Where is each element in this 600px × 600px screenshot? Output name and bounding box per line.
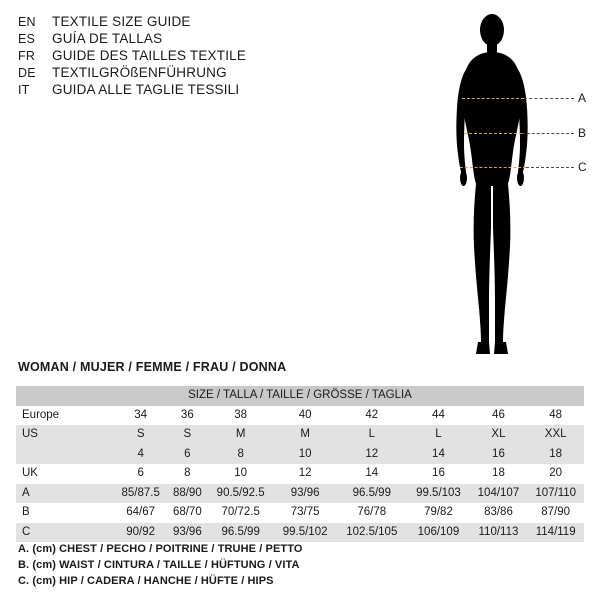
cell: 85/87.5 <box>114 484 167 504</box>
cell: 38 <box>207 406 274 426</box>
footnote-list <box>18 542 303 590</box>
table-row <box>16 523 584 543</box>
language-title: TEXTILE SIZE GUIDE <box>52 14 191 29</box>
language-row <box>18 82 318 97</box>
cell: 4 <box>114 445 167 465</box>
cell: 6 <box>114 464 167 484</box>
cell: 96.5/99 <box>336 484 407 504</box>
cell: 40 <box>274 406 336 426</box>
cell: 46 <box>470 406 528 426</box>
cell: 90.5/92.5 <box>207 484 274 504</box>
language-code: EN <box>18 15 36 29</box>
footnote-c: C. (cm) HIP / CADERA / HANCHE / HÜFTE / HIPS <box>18 574 274 587</box>
cell: 12 <box>336 445 407 465</box>
row-label: B <box>16 503 114 523</box>
row-label: Europe <box>16 406 114 426</box>
language-code: DE <box>18 66 36 80</box>
cell: 104/107 <box>470 484 528 504</box>
cell: 90/92 <box>114 523 167 543</box>
cell: 16 <box>407 464 469 484</box>
cell: 44 <box>407 406 469 426</box>
size-table <box>16 386 584 542</box>
cell: 18 <box>527 445 584 465</box>
cell: 107/110 <box>527 484 584 504</box>
language-title: GUÍA DE TALLAS <box>52 31 163 46</box>
cell: 42 <box>336 406 407 426</box>
cell: 102.5/105 <box>336 523 407 543</box>
table-header-row <box>16 386 584 406</box>
footnote-b: B. (cm) WAIST / CINTURA / TAILLE / HÜFTUNG / VITA <box>18 558 300 571</box>
measure-line-a-extension <box>524 98 574 99</box>
cell: 8 <box>207 445 274 465</box>
cell: 114/119 <box>527 523 584 543</box>
language-title: GUIDE DES TAILLES TEXTILE <box>52 48 247 63</box>
footnote-a: A. (cm) CHEST / PECHO / POITRINE / TRUHE / PETTO <box>18 543 303 555</box>
row-label: UK <box>16 464 114 484</box>
language-row <box>18 65 318 80</box>
language-row <box>18 31 318 46</box>
cell: 8 <box>167 464 207 484</box>
table-row <box>16 445 584 465</box>
language-title-list <box>18 14 318 99</box>
section-heading-woman: WOMAN / MUJER / FEMME / FRAU / DONNA <box>18 360 287 374</box>
language-title: GUIDA ALLE TAGLIE TESSILI <box>52 82 240 97</box>
language-code: ES <box>18 32 36 46</box>
cell: 64/67 <box>114 503 167 523</box>
cell: 87/90 <box>527 503 584 523</box>
cell: 83/86 <box>470 503 528 523</box>
table-header-label: SIZE / TALLA / TAILLE / GRÖSSE / TAGLIA <box>16 386 584 406</box>
cell: 96.5/99 <box>207 523 274 543</box>
cell: 99.5/103 <box>407 484 469 504</box>
cell: 18 <box>470 464 528 484</box>
language-row <box>18 14 318 29</box>
cell: S <box>167 425 207 445</box>
female-body-figure <box>410 0 600 378</box>
cell: 16 <box>470 445 528 465</box>
cell: XL <box>470 425 528 445</box>
language-code: IT <box>18 83 30 97</box>
cell: 88/90 <box>167 484 207 504</box>
cell: 10 <box>207 464 274 484</box>
cell: L <box>407 425 469 445</box>
language-row <box>18 48 318 63</box>
language-title: TEXTILGRÖßENFÜHRUNG <box>52 65 227 80</box>
table-row <box>16 425 584 445</box>
cell: 76/78 <box>336 503 407 523</box>
cell: 34 <box>114 406 167 426</box>
measure-line-a-accent <box>462 98 524 99</box>
cell: 99.5/102 <box>274 523 336 543</box>
row-label: C <box>16 523 114 543</box>
row-label: US <box>16 425 114 445</box>
row-label <box>16 445 114 465</box>
cell: 14 <box>407 445 469 465</box>
cell: 79/82 <box>407 503 469 523</box>
cell: 73/75 <box>274 503 336 523</box>
measure-line-b-extension <box>522 133 574 134</box>
cell: 20 <box>527 464 584 484</box>
measure-label-c: C <box>578 160 587 174</box>
table-row <box>16 406 584 426</box>
cell: 10 <box>274 445 336 465</box>
measure-line-b-accent <box>464 133 522 134</box>
cell: 110/113 <box>470 523 528 543</box>
cell: 93/96 <box>167 523 207 543</box>
cell: 36 <box>167 406 207 426</box>
table-row <box>16 464 584 484</box>
measure-label-a: A <box>578 91 587 105</box>
table-row <box>16 503 584 523</box>
cell: 48 <box>527 406 584 426</box>
cell: XXL <box>527 425 584 445</box>
measure-line-c-extension <box>526 167 574 168</box>
cell: 106/109 <box>407 523 469 543</box>
cell: 68/70 <box>167 503 207 523</box>
row-label: A <box>16 484 114 504</box>
measure-label-b: B <box>578 126 587 140</box>
cell: M <box>274 425 336 445</box>
measure-line-c-accent <box>460 167 526 168</box>
female-silhouette-icon <box>420 8 570 368</box>
cell: 6 <box>167 445 207 465</box>
language-code: FR <box>18 49 36 63</box>
cell: S <box>114 425 167 445</box>
cell: 93/96 <box>274 484 336 504</box>
cell: M <box>207 425 274 445</box>
cell: L <box>336 425 407 445</box>
cell: 12 <box>274 464 336 484</box>
cell: 14 <box>336 464 407 484</box>
table-row <box>16 484 584 504</box>
cell: 70/72.5 <box>207 503 274 523</box>
